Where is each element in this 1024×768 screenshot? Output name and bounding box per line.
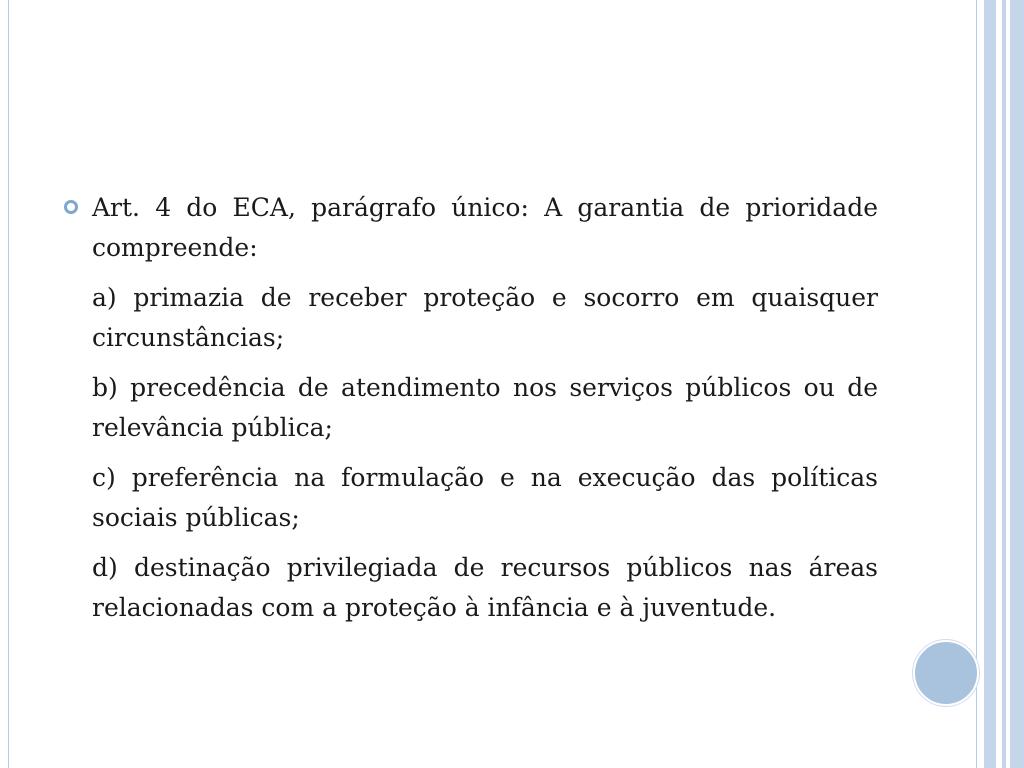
slide-body bbox=[92, 188, 878, 638]
left-frame-line bbox=[8, 0, 9, 768]
paragraph-item-c: c) preferência na formulação e na execução das políticas sociais públicas; bbox=[92, 463, 878, 532]
decorative-circle bbox=[913, 640, 979, 706]
right-stripe-5 bbox=[1010, 0, 1024, 768]
paragraph-item-b: b) precedência de atendimento nos serviços públicos ou de relevância pública; bbox=[92, 373, 878, 442]
right-stripe-4 bbox=[1002, 0, 1006, 768]
right-stripe-2 bbox=[984, 0, 996, 768]
paragraph-item-a: a) primazia de receber proteção e socorro em quaisquer circunstâncias; bbox=[92, 283, 878, 352]
right-stripe-1 bbox=[976, 0, 977, 768]
paragraph-item-d: d) destinação privilegiada de recursos públicos nas áreas relacionadas com a proteção à infância e à juventude. bbox=[92, 553, 878, 622]
paragraph-intro: Art. 4 do ECA, parágrafo único: A garantia de prioridade compreende: bbox=[92, 193, 878, 262]
circle-bullet-icon bbox=[64, 200, 78, 214]
